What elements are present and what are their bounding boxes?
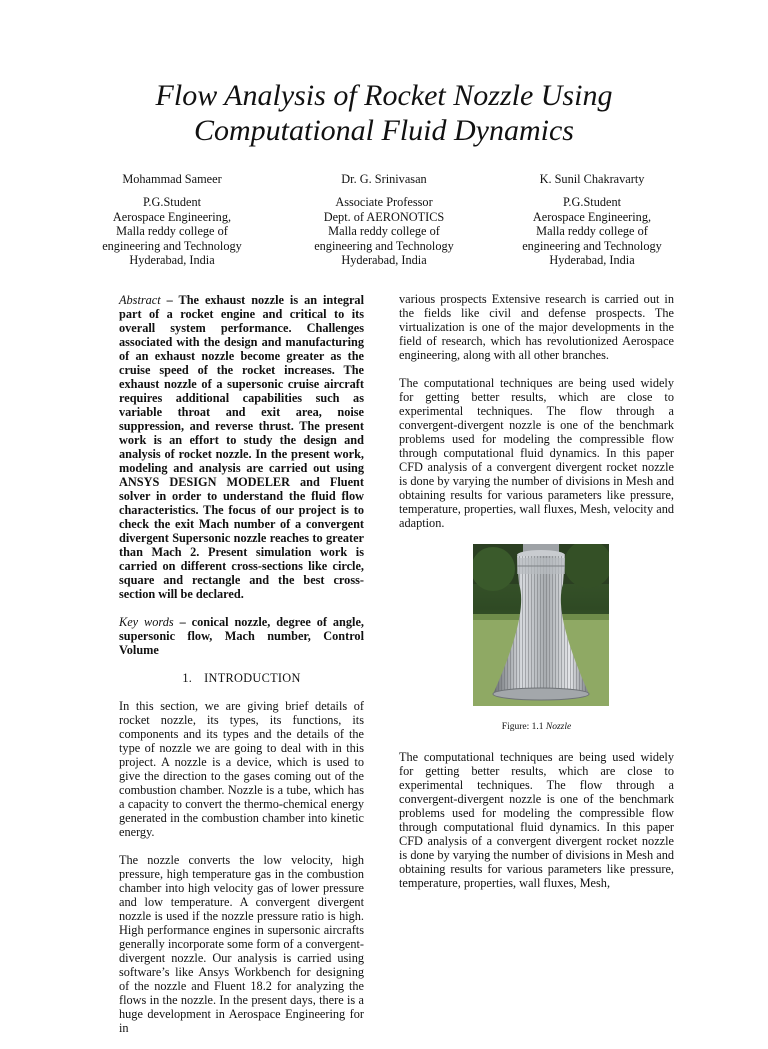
author-name: K. Sunil Chakravarty: [539, 172, 645, 186]
author-location: Hyderabad, India: [341, 253, 427, 268]
abstract: [119, 293, 364, 601]
right-paragraph-2: The computational techniques are being used widely for getting better results, which are close to experimental techniques. The flow through a convergent-divergent nozzle is one of the benchmark problems used for modeling the compressible flow through computational fluid dynamics. In this paper CFD analysis of a convergent divergent rocket nozzle is done by varying the number of divisions in Mesh and obtaining results for various parameters like pressure, temperature, properties, wall fluxes, Mesh, velocity and adaption.: [399, 376, 674, 530]
section-heading: [119, 671, 364, 685]
author-role: P.G.Student: [562, 195, 622, 210]
author-dept: Dept. of AERONOTICS: [323, 209, 445, 224]
author-block: [497, 172, 687, 267]
right-column: [399, 292, 674, 904]
author-college-2: engineering and Technology: [522, 238, 662, 253]
nozzle-figure: [473, 544, 609, 706]
abstract-text: – The exhaust nozzle is an integral part of a rocket engine and critical to its overall system performance. Challenges associated with the design and manufacturing of an exhaust nozzle become greater as the cruise speed of the rocket increases. The exhaust nozzle of a supersonic cruise aircraft requires additional capabilities such as variable throat and exit area, noise suppression, and reverse thrust. The present work is an effort to study the design and analysis of rocket nozzle. In the present work, modeling and analysis are carried out using ANSYS DESIGN MODELER and Fluent solver in order to understand the fluid flow characteristics. The focus of our project is to check the exit Mach number of a convergent divergent Supersonic nozzle reaches to greater than Mach 2. Present simulation work is carried on different cross-sections like circle, square and rectangle and the best cross-section will be declared.: [119, 293, 364, 601]
paper-title: [60, 78, 708, 148]
caption-title: Nozzle: [545, 722, 572, 732]
section-title: INTRODUCTION: [204, 671, 301, 685]
author-college: Malla reddy college of: [536, 224, 648, 239]
intro-paragraph-1: In this section, we are giving brief details of rocket nozzle, its types, its functions, its components and its types and the details of the type of nozzle we are going to deal with in this project. A nozzle is a device, which is used to give the direction to the gases coming out of the combustion chamber. Nozzle is a tube, which has a capacity to convert the thermo-chemical energy generated in the combustion chamber into kinetic energy.: [119, 699, 364, 839]
author-college-2: engineering and Technology: [314, 238, 454, 253]
figure-caption: [399, 720, 674, 734]
left-column: [119, 293, 364, 1049]
title-line: Computational Fluid Dynamics: [194, 114, 574, 147]
author-college-2: engineering and Technology: [102, 238, 242, 253]
author-college: Malla reddy college of: [116, 224, 228, 239]
keywords-text: – conical nozzle, degree of angle, supersonic flow, Mach number, Control Volume: [119, 615, 364, 657]
author-block: [289, 172, 479, 267]
author-college: Malla reddy college of: [328, 224, 440, 239]
keywords: [119, 615, 364, 657]
keywords-lead: Key words: [119, 615, 174, 629]
section-number: 1.: [182, 671, 193, 685]
caption-label: Figure: 1.1: [501, 722, 546, 732]
intro-paragraph-2: The nozzle converts the low velocity, high pressure, high temperature gas in the combustion chamber into high velocity gas of lower pressure and low temperature. A convergent divergent nozzle is used if the nozzle pressure ratio is high. High performance engines in supersonic aircrafts generally incorporate some form of a convergent-divergent nozzle. Our analysis is carried using software’s like Ansys Workbench for designing of the nozzle and Fluent 18.2 for analyzing the flows in the nozzle. In the present days, there is a huge development in Aerospace Engineering for in: [119, 853, 364, 1035]
author-location: Hyderabad, India: [549, 253, 635, 268]
right-paragraph-3: The computational techniques are being used widely for getting better results, which are close to experimental techniques. The flow through a convergent-divergent nozzle is one of the benchmark problems used for modeling the compressible flow through computational fluid dynamics. In this paper CFD analysis of a convergent divergent rocket nozzle is done by varying the number of divisions in Mesh and obtaining results for various parameters like pressure, temperature, properties, wall fluxes, Mesh,: [399, 750, 674, 890]
abstract-lead: Abstract: [119, 293, 161, 307]
title-line: Flow Analysis of Rocket Nozzle Using: [155, 79, 613, 112]
author-dept: Aerospace Engineering,: [112, 209, 232, 224]
author-name: Mohammad Sameer: [122, 172, 222, 186]
right-paragraph-1: various prospects Extensive research is carried out in the fields like civil and defense prospects. The virtualization is one of the major developments in the field of research, which has revolutionized Aerospace engineering, along with all other branches.: [399, 292, 674, 362]
author-location: Hyderabad, India: [129, 253, 215, 268]
author-role: Associate Professor: [335, 195, 433, 210]
author-name: Dr. G. Srinivasan: [341, 172, 427, 186]
author-dept: Aerospace Engineering,: [532, 209, 652, 224]
author-block: [77, 172, 267, 267]
author-role: P.G.Student: [142, 195, 202, 210]
nozzle-photo: [473, 544, 609, 706]
